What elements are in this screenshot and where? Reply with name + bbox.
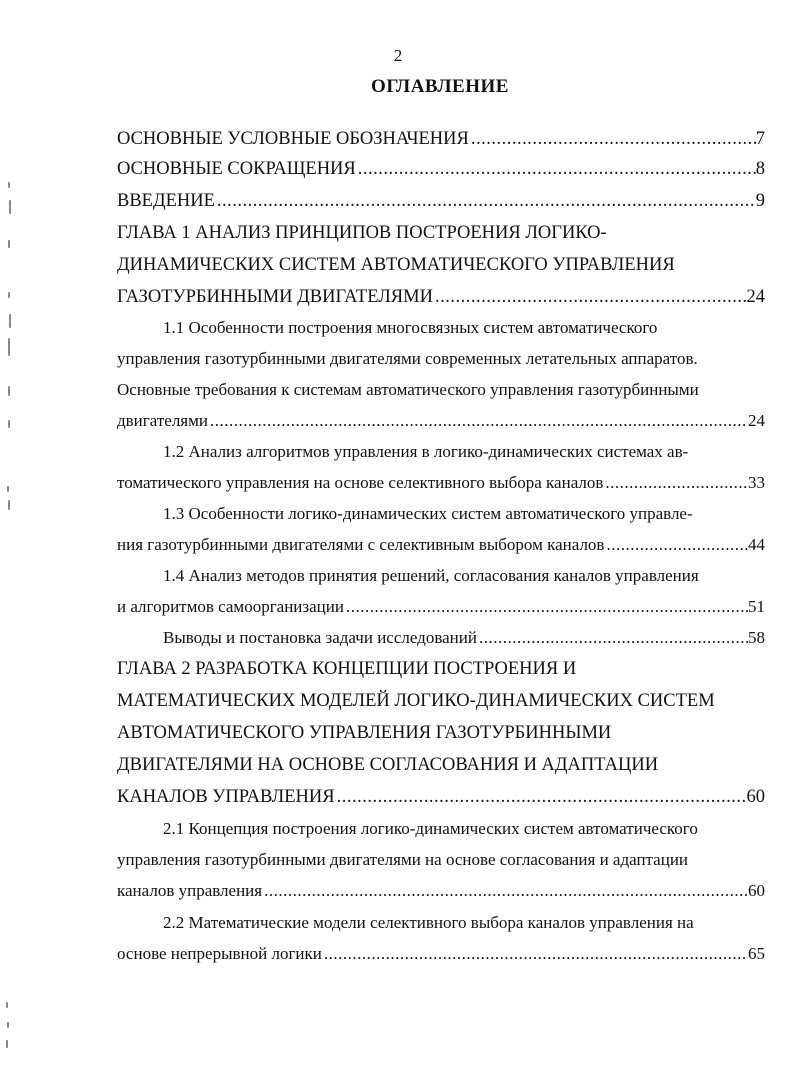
toc-entry-title: 1.4 Анализ методов принятия решений, согласования каналов управления xyxy=(163,566,699,585)
toc-entry-title: и алгоритмов самоорганизации xyxy=(117,597,344,616)
scan-mark xyxy=(9,200,11,214)
toc-entry[interactable] xyxy=(117,718,765,748)
toc-entry[interactable] xyxy=(117,344,765,374)
toc-entry[interactable] xyxy=(117,686,765,716)
leader-dots xyxy=(477,623,748,653)
scan-mark xyxy=(7,1022,9,1028)
scan-margin-marks xyxy=(0,0,20,1082)
toc-entry-title: ГЛАВА 2 РАЗРАБОТКА КОНЦЕПЦИИ ПОСТРОЕНИЯ И xyxy=(117,659,577,679)
toc-entry-title: основе непрерывной логики xyxy=(117,944,322,963)
toc-entry-title: ГЛАВА 1 АНАЛИЗ ПРИНЦИПОВ ПОСТРОЕНИЯ ЛОГИКО- xyxy=(117,223,607,243)
toc-entry[interactable] xyxy=(117,814,765,844)
leader-dots xyxy=(208,406,748,436)
toc-entry-title: 2.1 Концепция построения логико-динамических систем автоматического xyxy=(163,819,698,838)
toc-entry-page: 44 xyxy=(748,535,765,554)
scan-mark xyxy=(8,338,10,356)
toc-entry-title: Выводы и постановка задачи исследований xyxy=(163,628,477,647)
scan-mark xyxy=(8,386,10,396)
page-title: ОГЛАВЛЕНИЕ xyxy=(371,76,509,97)
scan-mark xyxy=(7,486,9,492)
toc-entry[interactable] xyxy=(117,499,765,529)
toc-entry-title: управления газотурбинными двигателями современных летательных аппаратов. xyxy=(117,349,698,368)
toc-entry[interactable] xyxy=(117,124,765,154)
leader-dots xyxy=(262,876,748,906)
leader-dots xyxy=(469,124,756,154)
toc-entry[interactable] xyxy=(117,186,765,216)
toc-entry[interactable] xyxy=(117,939,765,969)
toc-entry-title: Основные требования к системам автоматического управления газотурбинными xyxy=(117,380,699,399)
toc-entry[interactable] xyxy=(117,750,765,780)
toc-entry[interactable] xyxy=(117,654,765,684)
toc-entry-title: ния газотурбинными двигателями с селективным выбором каналов xyxy=(117,535,605,554)
toc-entry-page: 65 xyxy=(748,944,765,963)
leader-dots xyxy=(603,468,748,498)
scan-mark xyxy=(6,1002,8,1008)
toc-entry-page: 24 xyxy=(746,287,765,307)
scan-mark xyxy=(8,500,10,510)
toc-entry-title: ГАЗОТУРБИННЫМИ ДВИГАТЕЛЯМИ xyxy=(117,287,433,307)
toc-entry-title: ОСНОВНЫЕ УСЛОВНЫЕ ОБОЗНАЧЕНИЯ xyxy=(117,129,469,149)
toc-entry-page: 8 xyxy=(755,159,765,179)
toc-entry-page: 9 xyxy=(755,191,765,211)
toc-entry[interactable] xyxy=(117,406,765,436)
toc-entry[interactable] xyxy=(117,592,765,622)
toc-entry[interactable] xyxy=(117,250,765,280)
toc-entry[interactable] xyxy=(117,561,765,591)
toc-entry-title: ОСНОВНЫЕ СОКРАЩЕНИЯ xyxy=(117,159,356,179)
toc-entry[interactable] xyxy=(117,908,765,938)
toc-entry-title: каналов управления xyxy=(117,881,263,900)
leader-dots xyxy=(344,592,748,622)
toc-entry-title: управления газотурбинными двигателями на основе согласования и адаптации xyxy=(117,850,689,869)
toc-entry[interactable] xyxy=(117,530,765,560)
toc-entry[interactable] xyxy=(117,876,765,906)
leader-dots xyxy=(356,154,756,184)
toc-entry[interactable] xyxy=(117,782,765,812)
scan-mark xyxy=(9,314,11,328)
page-number: 2 xyxy=(393,46,403,65)
toc-entry[interactable] xyxy=(117,218,765,248)
toc-entry-title: МАТЕМАТИЧЕСКИХ МОДЕЛЕЙ ЛОГИКО-ДИНАМИЧЕСКИХ СИСТЕМ xyxy=(117,691,715,711)
toc-entry-page: 58 xyxy=(748,628,765,647)
toc-entry[interactable] xyxy=(117,623,765,653)
toc-entry-page: 7 xyxy=(755,129,765,149)
toc-entry-title: ДВИГАТЕЛЯМИ НА ОСНОВЕ СОГЛАСОВАНИЯ И АДАПТАЦИИ xyxy=(117,755,659,775)
toc-entry-page: 51 xyxy=(748,597,765,616)
toc-entry-title: двигателями xyxy=(117,411,208,430)
scan-mark xyxy=(8,292,10,298)
scan-mark xyxy=(8,240,10,248)
toc-entry[interactable] xyxy=(117,313,765,343)
toc-entry-title: ВВЕДЕНИЕ xyxy=(117,191,215,211)
toc-entry-page: 60 xyxy=(746,787,765,807)
leader-dots xyxy=(604,530,748,560)
toc-entry-title: 1.3 Особенности логико-динамических систем автоматического управле- xyxy=(163,504,693,523)
toc-entry-title: КАНАЛОВ УПРАВЛЕНИЯ xyxy=(117,787,335,807)
toc-entry-page: 60 xyxy=(748,881,765,900)
toc-entry[interactable] xyxy=(117,845,765,875)
leader-dots xyxy=(335,782,747,812)
toc-entry[interactable] xyxy=(117,154,765,184)
toc-entry-title: томатического управления на основе селективного выбора каналов xyxy=(117,473,604,492)
toc-entry-title: ДИНАМИЧЕСКИХ СИСТЕМ АВТОМАТИЧЕСКОГО УПРАВЛЕНИЯ xyxy=(117,255,675,275)
toc-entry-page: 33 xyxy=(748,473,765,492)
toc-entry-title: 1.2 Анализ алгоритмов управления в логико-динамических системах ав- xyxy=(163,442,689,461)
leader-dots xyxy=(215,186,756,216)
scan-mark xyxy=(6,1040,8,1048)
toc-entry[interactable] xyxy=(117,282,765,312)
scan-mark xyxy=(8,182,10,188)
toc-entry-page: 24 xyxy=(748,411,765,430)
toc-entry-title: 2.2 Математические модели селективного выбора каналов управления на xyxy=(163,913,694,932)
toc-entry[interactable] xyxy=(117,437,765,467)
leader-dots xyxy=(433,282,747,312)
toc-entry[interactable] xyxy=(117,468,765,498)
toc-entry[interactable] xyxy=(117,375,765,405)
leader-dots xyxy=(322,939,748,969)
scan-mark xyxy=(8,420,10,428)
toc-entry-title: АВТОМАТИЧЕСКОГО УПРАВЛЕНИЯ ГАЗОТУРБИННЫМИ xyxy=(117,723,612,743)
toc-entry-title: 1.1 Особенности построения многосвязных систем автоматического xyxy=(163,318,658,337)
